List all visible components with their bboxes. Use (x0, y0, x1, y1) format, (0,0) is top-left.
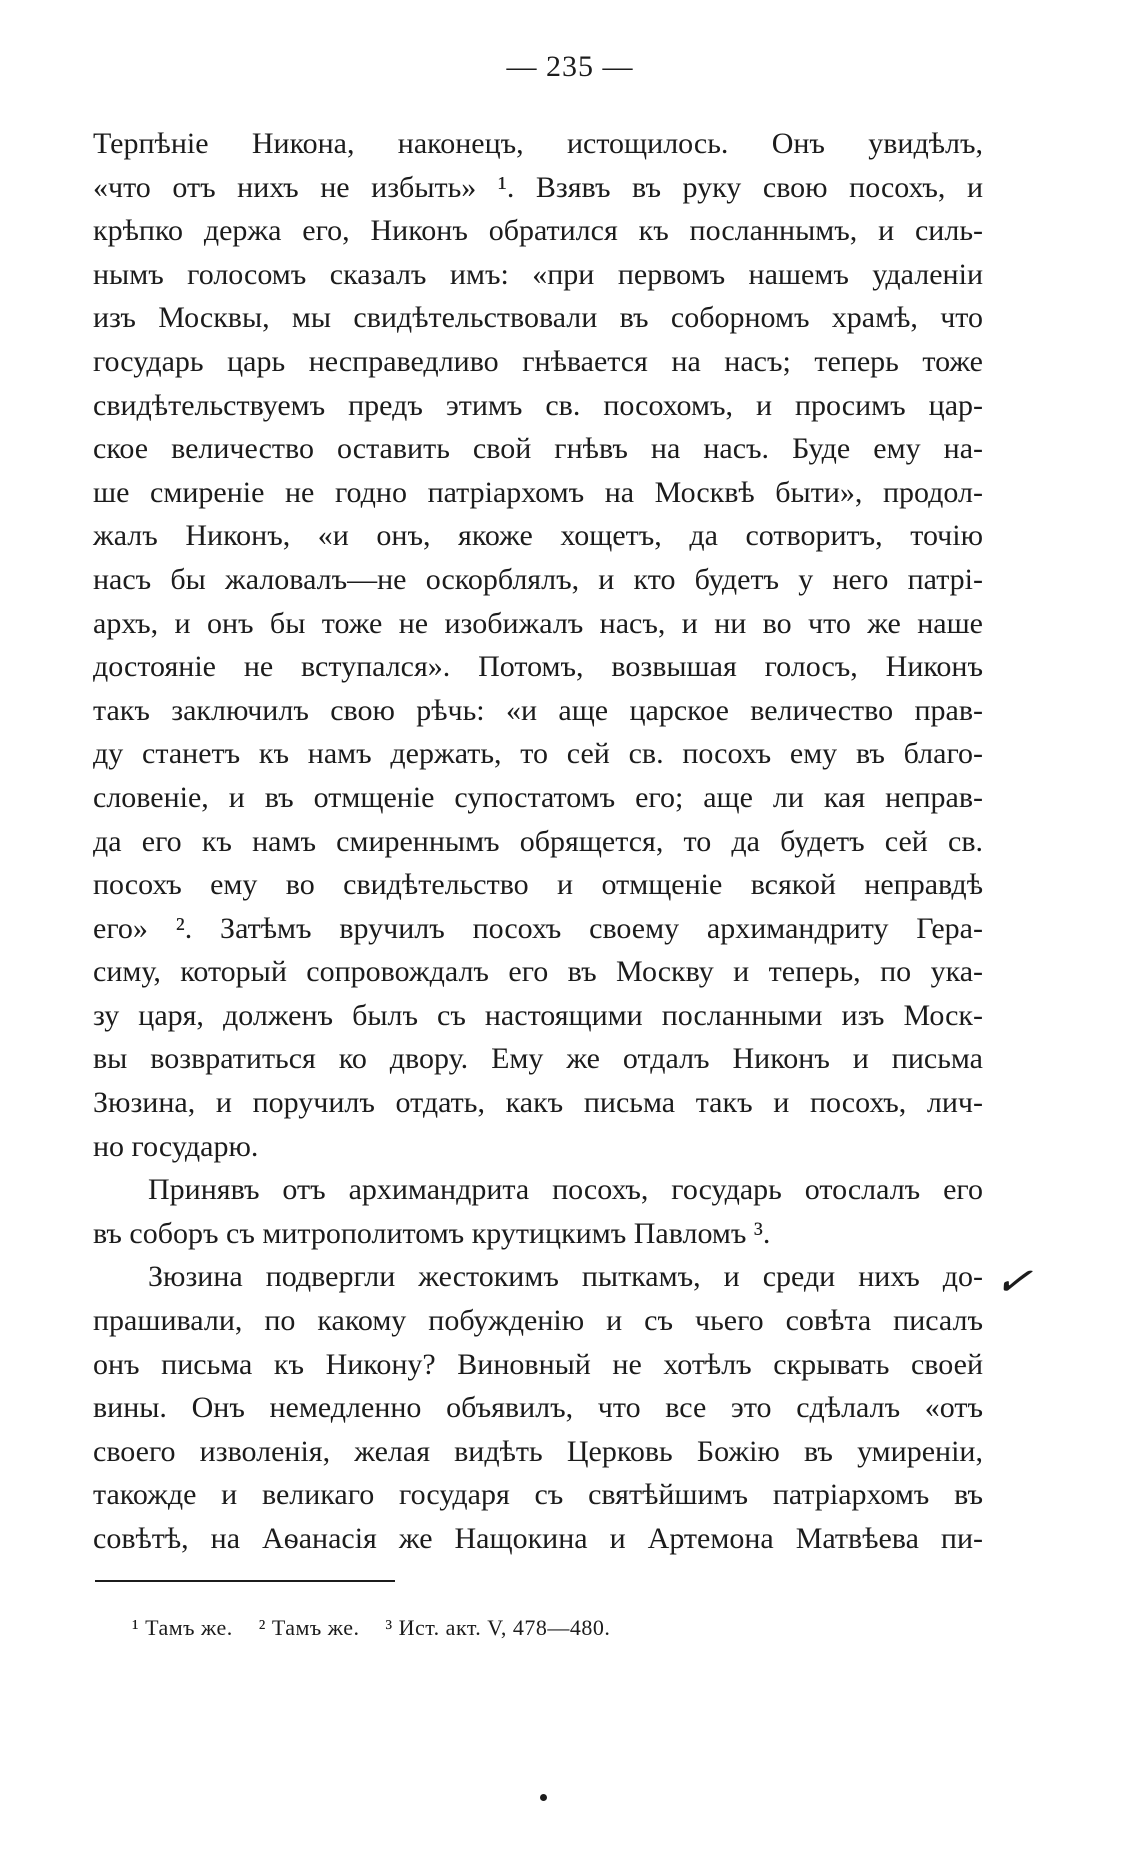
page-number: — 235 — (506, 50, 634, 83)
text-line: нымъ голосомъ сказалъ имъ: «при первомъ нашемъ удаленіи (93, 257, 983, 291)
text-line: но государю. (93, 1129, 259, 1163)
text-line: «что отъ нихъ не избыть» ¹. Взявъ въ руку свою посохъ, и (93, 170, 983, 204)
text-line: зу царя, долженъ былъ съ настоящими посланными изъ Моск- (93, 998, 983, 1032)
text-line: крѣпко держа его, Никонъ обратился къ посланнымъ, и силь- (93, 214, 983, 248)
text-line: изъ Москвы, мы свидѣтельствовали въ соборномъ храмѣ, что (93, 301, 983, 335)
page-dot-mark (540, 1794, 547, 1801)
text-line: государь царь несправедливо гнѣвается на насъ; теперь тоже (93, 344, 983, 378)
text-line: ду станетъ къ намъ держать, то сей св. посохъ ему въ благо- (93, 737, 983, 771)
text-line: да его къ намъ смиреннымъ обрящется, то да будетъ сей св. (93, 824, 983, 858)
text-line: своего изволенія, желая видѣть Церковь Божію въ умиреніи, (93, 1434, 983, 1468)
text-line: достояніе не вступался». Потомъ, возвышая голосъ, Никонъ (93, 650, 983, 684)
margin-check-mark-icon: ✓ (991, 1254, 1036, 1309)
text-line: въ соборъ съ митрополитомъ крутицкимъ Павломъ ³. (93, 1216, 771, 1250)
text-line: Принявъ отъ архимандрита посохъ, государь отослалъ его (148, 1173, 983, 1207)
footnote-1: ¹ Тамъ же. (132, 1615, 233, 1640)
footnotes (132, 1615, 630, 1641)
footnote-2: ² Тамъ же. (258, 1615, 360, 1640)
text-line: прашивали, по какому побужденію и съ чьего совѣта писалъ (93, 1304, 983, 1338)
text-line: вы возвратиться ко двору. Ему же отдалъ Никонъ и письма (93, 1042, 983, 1076)
text-line: Зюзина подвергли жестокимъ пыткамъ, и среди нихъ до- (148, 1260, 983, 1294)
text-line: вины. Онъ немедленно объявилъ, что все это сдѣлалъ «отъ (93, 1391, 983, 1425)
footnote-3: ³ Ист. акт. V, 478—480. (385, 1615, 611, 1640)
text-line: такожде и великаго государя съ святѣйшимъ патріархомъ въ (93, 1478, 983, 1512)
text-line: свидѣтельствуемъ предъ этимъ св. посохомъ, и просимъ цар- (93, 388, 983, 422)
text-line: словеніе, и въ отмщеніе супостатомъ его; аще ли кая неправ- (93, 780, 983, 814)
text-line: архъ, и онъ бы тоже не изобижалъ насъ, и ни во что же наше (93, 606, 983, 640)
body-text (93, 122, 983, 1561)
text-line: онъ письма къ Никону? Виновный не хотѣлъ скрывать своей (93, 1347, 983, 1381)
text-line: Терпѣніе Никона, наконецъ, истощилось. Онъ увидѣлъ, (93, 127, 983, 160)
text-line: совѣтѣ, на Аѳанасія же Нащокина и Артемона Матвѣева пи- (93, 1522, 983, 1555)
footnote-divider (95, 1580, 395, 1582)
text-line: Зюзина, и поручилъ отдать, какъ письма такъ и посохъ, лич- (93, 1086, 983, 1120)
text-line: посохъ ему во свидѣтельство и отмщеніе всякой неправдѣ (93, 868, 983, 902)
text-line: ше смиреніе не годно патріархомъ на Москвѣ быти», продол- (93, 475, 983, 509)
text-line: насъ бы жаловалъ—не оскорблялъ, и кто будетъ у него патрі- (93, 562, 983, 596)
text-line: такъ заключилъ свою рѣчь: «и аще царское величество прав- (93, 693, 983, 727)
text-line: жалъ Никонъ, «и онъ, якоже хощетъ, да сотворитъ, точію (93, 519, 983, 553)
text-line: симу, который сопровождалъ его въ Москву и теперь, по ука- (93, 955, 983, 989)
text-line: ское величество оставить свой гнѣвъ на насъ. Буде ему на- (93, 432, 983, 466)
text-line: его» ². Затѣмъ вручилъ посохъ своему архимандриту Гера- (93, 911, 983, 945)
